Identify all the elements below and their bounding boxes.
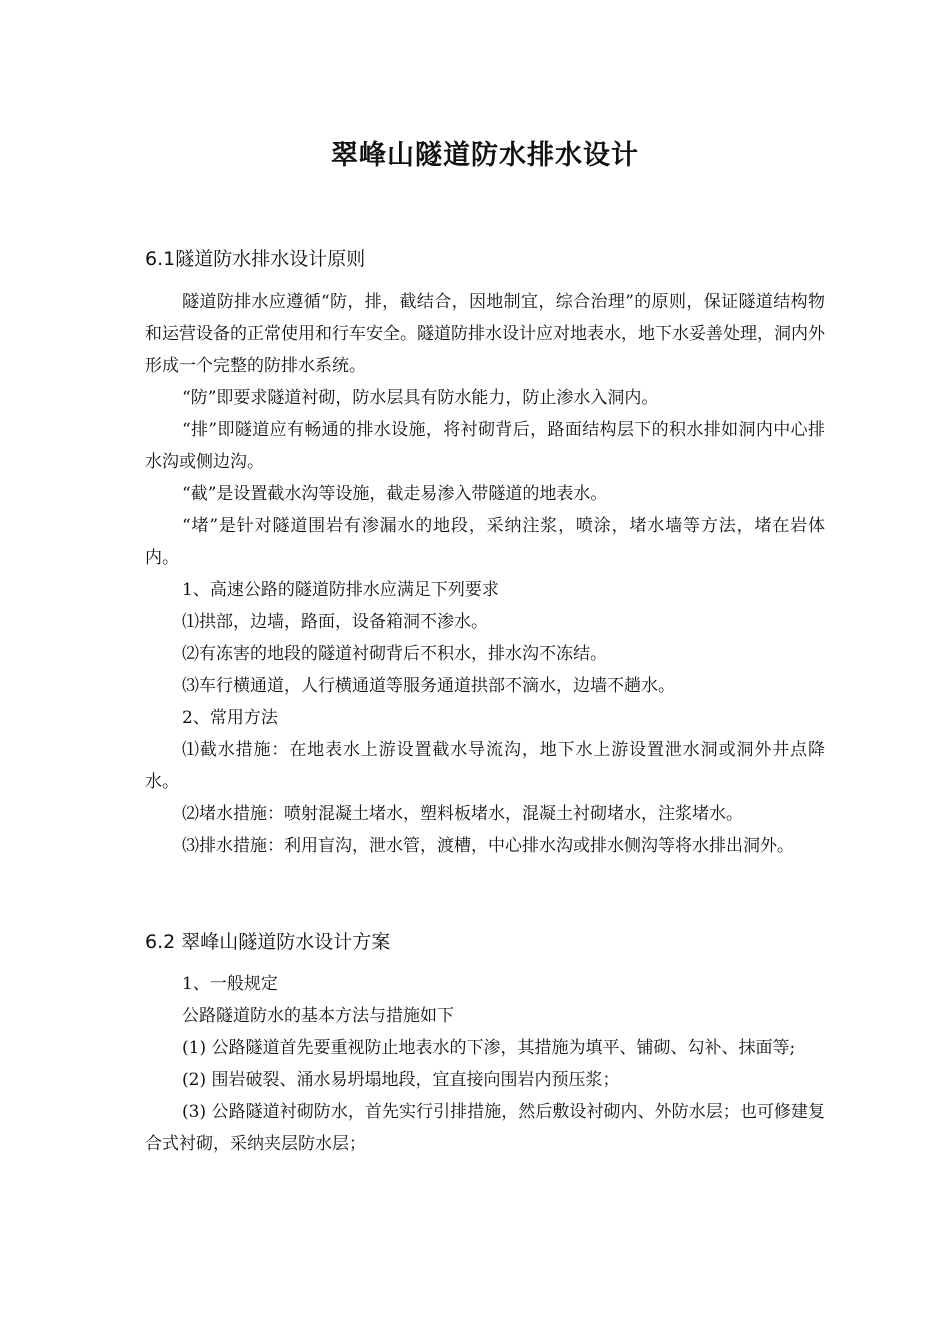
section-heading-6-2: 6.2 翠峰山隧道防水设计方案 <box>145 931 391 953</box>
page-title: 翠峰山隧道防水排水设计 <box>331 140 639 171</box>
list-item: ⑶车行横通道，人行横通道等服务通道拱部不滴水，边墙不趟水。 <box>182 676 675 696</box>
paragraph: 隧道防排水应遵循“防，排，截结合，因地制宜，综合治理”的原则，保证隧道结构物和运营设备的正常使用和行车安全。隧道防排水设计应对地表水，地下水妥善处理，洞内外形成一个完整的防排水系统。 <box>145 292 825 376</box>
paragraph: 公路隧道防水的基本方法与措施如下 <box>182 1006 454 1026</box>
section-body-6-2 <box>145 968 825 1160</box>
list-item: ⑶排水措施：利用盲沟，泄水管，渡槽，中心排水沟或排水侧沟等将水排出洞外。 <box>182 836 794 856</box>
list-item: ⑴拱部，边墙，路面，设备箱洞不渗水。 <box>182 612 488 632</box>
list-item: (3) 公路隧道衬砌防水，首先实行引排措施，然后敷设衬砌内、外防水层；也可修建复合式衬砌，采纳夹层防水层； <box>145 1102 825 1154</box>
paragraph: “截”是设置截水沟等设施，截走易渗入带隧道的地表水。 <box>182 484 608 504</box>
paragraph: “防”即要求隧道衬砌，防水层具有防水能力，防止渗水入洞内。 <box>182 388 659 408</box>
list-item: (1) 公路隧道首先要重视防止地表水的下渗，其措施为填平、铺砌、勾补、抹面等; <box>182 1038 796 1058</box>
list-item: (2) 围岩破裂、涌水易坍塌地段，宜直接向围岩内预压浆； <box>182 1070 620 1090</box>
list-heading: 1、一般规定 <box>182 974 278 994</box>
list-item: ⑵有冻害的地段的隧道衬砌背后不积水，排水沟不冻结。 <box>182 644 607 664</box>
paragraph: “堵”是针对隧道围岩有渗漏水的地段，采纳注浆，喷涂，堵水墙等方法，堵在岩体内。 <box>145 516 825 568</box>
list-heading: 1、高速公路的隧道防排水应满足下列要求 <box>182 580 499 600</box>
list-heading: 2、常用方法 <box>182 708 278 728</box>
list-item: ⑵堵水措施：喷射混凝土堵水，塑料板堵水，混凝土衬砌堵水，注浆堵水。 <box>182 804 743 824</box>
section-body-6-1 <box>145 286 825 862</box>
list-item: ⑴截水措施：在地表水上游设置截水导流沟，地下水上游设置泄水洞或洞外井点降水。 <box>145 740 825 792</box>
paragraph: “排”即隧道应有畅通的排水设施，将衬砌背后，路面结构层下的积水排如洞内中心排水沟或侧边沟。 <box>145 420 825 472</box>
section-heading-6-1: 6.1隧道防水排水设计原则 <box>145 248 366 270</box>
